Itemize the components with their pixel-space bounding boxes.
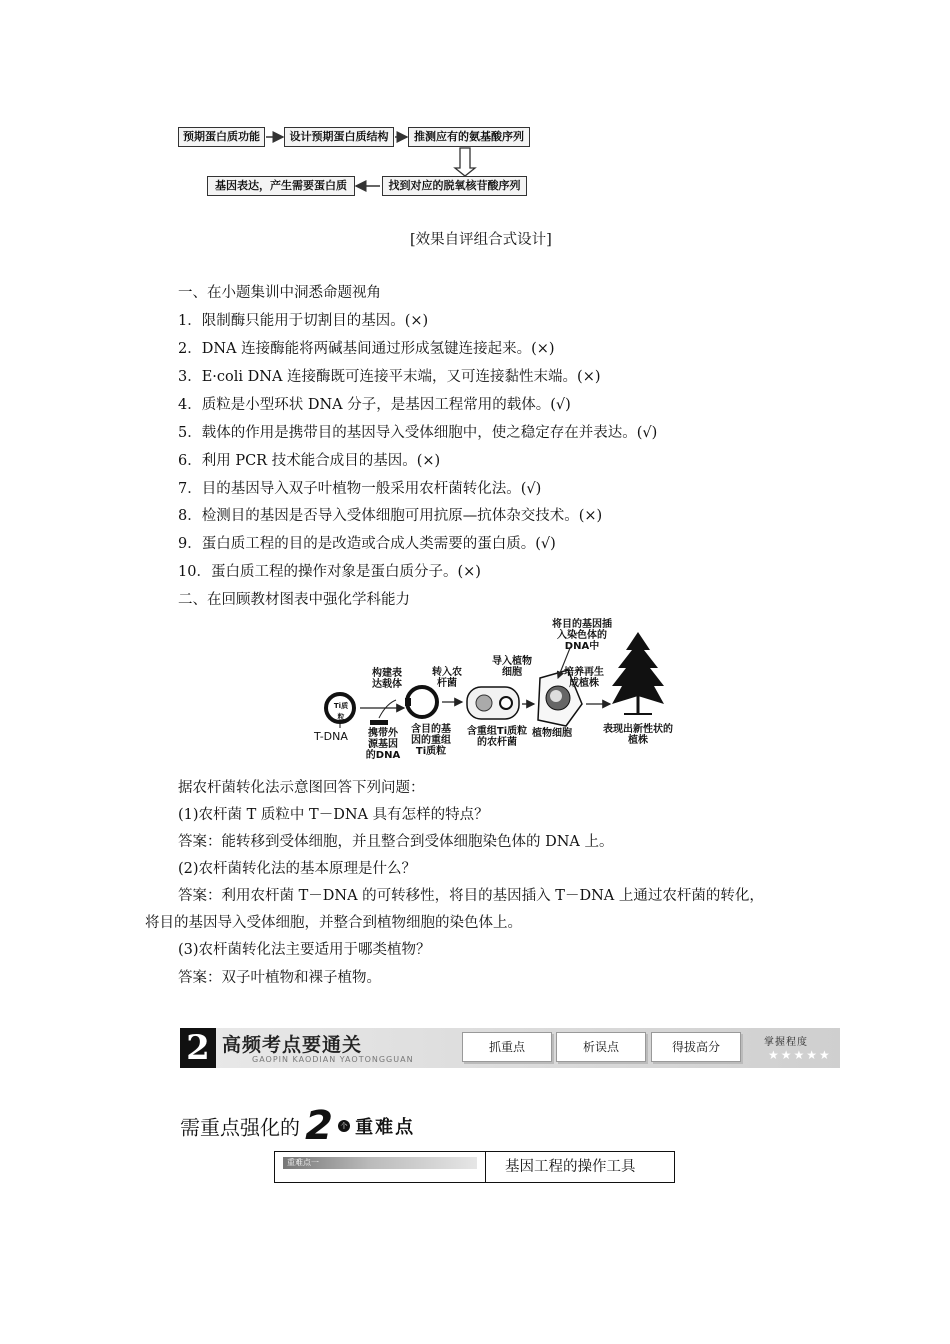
answer-2-line2: 将目的基因导入受体细胞，并整合到植物细胞的染色体上。	[145, 915, 522, 931]
answer-2-line1: 答案：利用农杆菌 T－DNA 的可转移性，将目的基因插入 T－DNA 上通过农杆菌的转化，	[178, 888, 764, 904]
list-item: 8．检测目的基因是否导入受体细胞可用抗原—抗体杂交技术。(×)	[178, 508, 603, 524]
error-analysis-button[interactable]: 析误点	[556, 1032, 646, 1062]
list-item: 1．限制酶只能用于切割目的基因。(×)	[178, 313, 429, 329]
flow-step-3: 推测应有的氨基酸序列	[408, 127, 530, 147]
banner-pinyin: GAOPIN KAODIAN YAOTONGGUAN	[252, 1055, 414, 1064]
banner-title: 高频考点要通关	[222, 1034, 363, 1056]
part1-heading: 一、在小题集训中洞悉命题视角	[178, 285, 381, 301]
qa-intro: 据农杆菌转化法示意图回答下列问题：	[178, 780, 425, 796]
label-foreign-gene: 携带外源基因的DNA	[365, 728, 401, 761]
answer-1: 答案：能转移到受体细胞，并且整合到受体细胞染色体的 DNA 上。	[178, 834, 614, 850]
flow-step-2: 设计预期蛋白质结构	[284, 127, 394, 147]
label-ti-plasmid: Ti质粒	[333, 702, 349, 721]
key-points-heading	[180, 1103, 415, 1147]
label-import-cell: 导入植物细胞	[492, 656, 532, 678]
key-point-table	[274, 1151, 675, 1183]
flow-arrows	[0, 0, 950, 210]
label-agrobacterium: 含重组Ti质粒的农杆菌	[466, 726, 528, 748]
label-t-dna: T-DNA	[314, 730, 348, 743]
question-3: (3)农杆菌转化法主要适用于哪类植物？	[178, 942, 431, 958]
key-points-prefix: 需重点强化的	[180, 1115, 300, 1140]
list-item: 4．质粒是小型环状 DNA 分子，是基因工程常用的载体。(√)	[178, 397, 571, 413]
flow-step-1: 预期蛋白质功能	[178, 127, 265, 147]
section-title: [效果自评组合式设计]	[410, 232, 552, 248]
list-item: 2．DNA 连接酶能将两碱基间通过形成氢键连接起来。(×)	[178, 341, 555, 357]
focus-points-button[interactable]: 抓重点	[462, 1032, 552, 1062]
list-item: 5．载体的作用是携带目的基因导入受体细胞中，使之稳定存在并表达。(√)	[178, 425, 658, 441]
key-points-unit: 个	[338, 1120, 350, 1132]
banner-number: 2	[180, 1028, 216, 1068]
key-points-number: 2	[305, 1103, 333, 1149]
label-new-plant: 表现出新性状的植株	[603, 724, 673, 746]
mastery-stars-icon: ★★★★★	[768, 1048, 832, 1062]
question-1: (1)农杆菌 T 质粒中 T－DNA 具有怎样的特点？	[178, 807, 489, 823]
key-point-tag-bar	[283, 1157, 477, 1169]
list-item: 3．E·coli DNA 连接酶既可连接平末端，又可连接黏性末端。(×)	[178, 369, 601, 385]
label-plant-cell: 植物细胞	[532, 728, 572, 739]
label-transfer: 转入农杆菌	[432, 667, 462, 689]
label-build-vector: 构建表达载体	[372, 668, 402, 690]
table-title: 基因工程的操作工具	[505, 1159, 636, 1175]
part2-heading: 二、在回顾教材图表中强化学科能力	[178, 592, 410, 608]
list-item: 6．利用 PCR 技术能合成目的基因。(×)	[178, 453, 441, 469]
label-recombinant: 含目的基因的重组Ti质粒	[411, 724, 451, 757]
label-insert-chromosome: 将目的基因插入染色体的DNA中	[552, 619, 612, 652]
diagram-graphics	[300, 612, 700, 772]
key-points-suffix: 重难点	[355, 1117, 416, 1138]
mastery-label: 掌握程度	[764, 1037, 808, 1048]
question-2: (2)农杆菌转化法的基本原理是什么？	[178, 861, 417, 877]
list-item: 9．蛋白质工程的目的是改造或合成人类需要的蛋白质。(√)	[178, 536, 556, 552]
key-point-tag: 重难点一	[287, 1158, 319, 1167]
flow-step-5: 基因表达，产生需要蛋白质	[207, 176, 355, 196]
list-item: 7．目的基因导入双子叶植物一般采用农杆菌转化法。(√)	[178, 481, 542, 497]
list-item: 10．蛋白质工程的操作对象是蛋白质分子。(×)	[178, 564, 481, 580]
section-banner	[180, 1028, 840, 1068]
high-score-button[interactable]: 得拔高分	[651, 1032, 741, 1062]
flow-step-4: 找到对应的脱氧核苷酸序列	[382, 176, 527, 196]
table-left-cell	[275, 1152, 486, 1182]
label-culture: 培养再生成植株	[564, 667, 604, 689]
answer-3: 答案：双子叶植物和裸子植物。	[178, 970, 381, 986]
